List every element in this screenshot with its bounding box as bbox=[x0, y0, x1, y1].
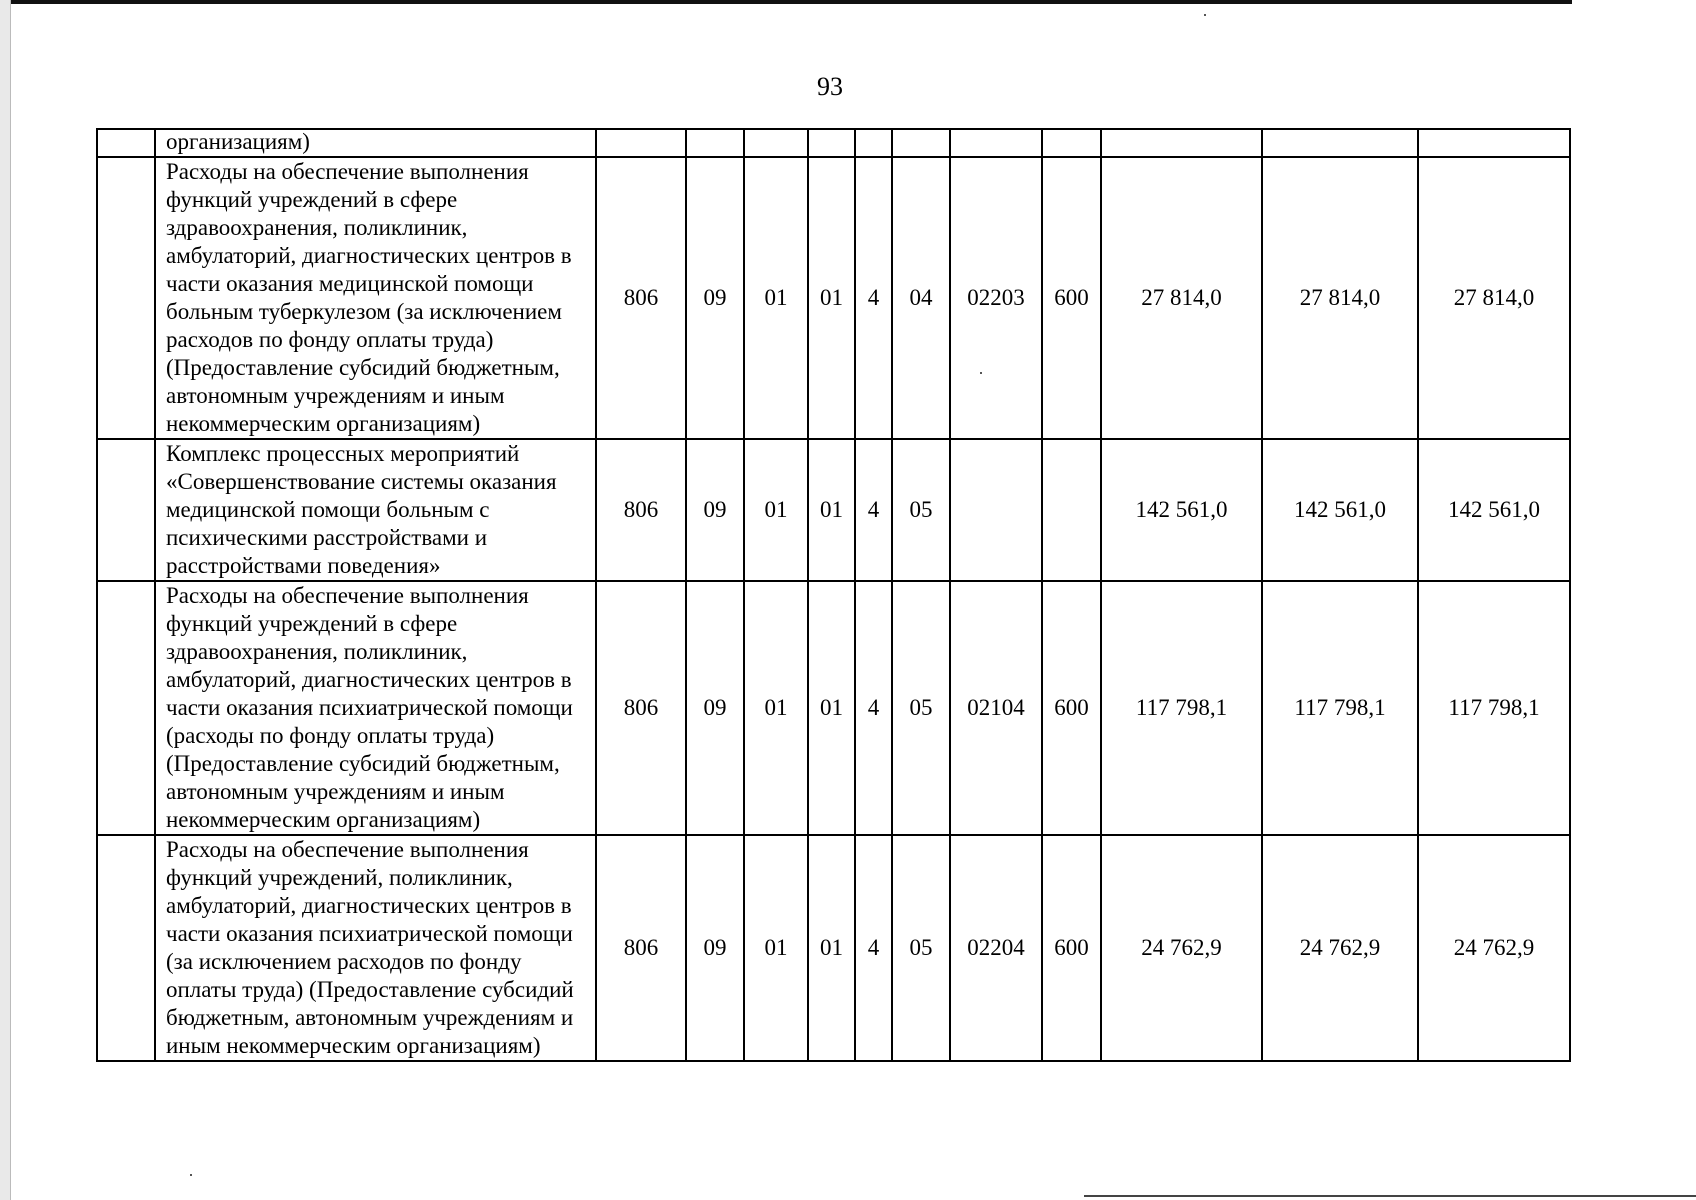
expense-type-cell: 600 bbox=[1042, 157, 1101, 439]
program-cell: 01 bbox=[808, 835, 855, 1061]
section-cell: 09 bbox=[686, 439, 744, 581]
direction-cell bbox=[950, 439, 1042, 581]
amount-year-2-cell: 117 798,1 bbox=[1262, 581, 1418, 835]
table-row bbox=[97, 129, 1570, 157]
page-number: 93 bbox=[817, 72, 843, 101]
description-cell: Расходы на обеспечение выполнения функций учреждений в сфере здравоохранения, поликлиник, амбулаторий, диагностических центров в части оказания психиатрической помощи (расходы по фонду оплаты труда) (Предоставление субсидий бюджетным, автономным учреждениям и иным некоммерческим организациям) bbox=[155, 581, 596, 835]
ministry-code-cell: 806 bbox=[596, 581, 686, 835]
description-cell: организациям) bbox=[155, 129, 596, 157]
section-cell: 09 bbox=[686, 835, 744, 1061]
amount-year-3-cell: 117 798,1 bbox=[1418, 581, 1570, 835]
table-row bbox=[97, 835, 1570, 1061]
type-cell bbox=[855, 129, 892, 157]
subprogram-cell: 05 bbox=[892, 581, 950, 835]
ministry-code-cell: 806 bbox=[596, 439, 686, 581]
program-cell: 01 bbox=[808, 581, 855, 835]
amount-year-3-cell bbox=[1418, 129, 1570, 157]
section-cell: 09 bbox=[686, 157, 744, 439]
row-number-cell bbox=[97, 835, 155, 1061]
subsection-cell: 01 bbox=[744, 581, 808, 835]
section-cell bbox=[686, 129, 744, 157]
table-row bbox=[97, 157, 1570, 439]
amount-year-2-cell: 142 561,0 bbox=[1262, 439, 1418, 581]
subprogram-cell: 04 bbox=[892, 157, 950, 439]
subprogram-cell bbox=[892, 129, 950, 157]
type-cell: 4 bbox=[855, 835, 892, 1061]
amount-year-1-cell bbox=[1101, 129, 1262, 157]
type-cell: 4 bbox=[855, 157, 892, 439]
direction-cell: 02203 bbox=[950, 157, 1042, 439]
row-number-cell bbox=[97, 581, 155, 835]
subprogram-cell: 05 bbox=[892, 439, 950, 581]
program-cell: 01 bbox=[808, 157, 855, 439]
type-cell: 4 bbox=[855, 581, 892, 835]
scan-border-bottom bbox=[1084, 1195, 1696, 1197]
amount-year-2-cell bbox=[1262, 129, 1418, 157]
amount-year-3-cell: 27 814,0 bbox=[1418, 157, 1570, 439]
expense-type-cell bbox=[1042, 129, 1101, 157]
row-number-cell bbox=[97, 439, 155, 581]
amount-year-1-cell: 24 762,9 bbox=[1101, 835, 1262, 1061]
direction-cell bbox=[950, 129, 1042, 157]
amount-year-3-cell: 24 762,9 bbox=[1418, 835, 1570, 1061]
table-row bbox=[97, 439, 1570, 581]
scan-speck bbox=[190, 1174, 192, 1176]
budget-table bbox=[96, 128, 1571, 1062]
scan-border-top bbox=[0, 0, 1572, 4]
table-row bbox=[97, 581, 1570, 835]
subsection-cell bbox=[744, 129, 808, 157]
type-cell: 4 bbox=[855, 439, 892, 581]
row-number-cell bbox=[97, 157, 155, 439]
amount-year-2-cell: 24 762,9 bbox=[1262, 835, 1418, 1061]
scan-speck bbox=[1204, 14, 1206, 16]
amount-year-3-cell: 142 561,0 bbox=[1418, 439, 1570, 581]
direction-cell: 02204 bbox=[950, 835, 1042, 1061]
scan-border-left bbox=[0, 0, 11, 1200]
subsection-cell: 01 bbox=[744, 157, 808, 439]
amount-year-2-cell: 27 814,0 bbox=[1262, 157, 1418, 439]
program-cell bbox=[808, 129, 855, 157]
description-cell: Комплекс процессных мероприятий «Совершенствование системы оказания медицинской помощи больным с психическими расстройствами и расстройствами поведения» bbox=[155, 439, 596, 581]
amount-year-1-cell: 142 561,0 bbox=[1101, 439, 1262, 581]
ministry-code-cell: 806 bbox=[596, 157, 686, 439]
ministry-code-cell: 806 bbox=[596, 835, 686, 1061]
subsection-cell: 01 bbox=[744, 835, 808, 1061]
description-cell: Расходы на обеспечение выполнения функций учреждений, поликлиник, амбулаторий, диагностических центров в части оказания психиатрической помощи (за исключением расходов по фонду оплаты труда) (Предоставление субсидий бюджетным, автономным учреждениям и иным некоммерческим организациям) bbox=[155, 835, 596, 1061]
direction-cell: 02104 bbox=[950, 581, 1042, 835]
program-cell: 01 bbox=[808, 439, 855, 581]
amount-year-1-cell: 27 814,0 bbox=[1101, 157, 1262, 439]
expense-type-cell: 600 bbox=[1042, 835, 1101, 1061]
expense-type-cell: 600 bbox=[1042, 581, 1101, 835]
subprogram-cell: 05 bbox=[892, 835, 950, 1061]
expense-type-cell bbox=[1042, 439, 1101, 581]
ministry-code-cell bbox=[596, 129, 686, 157]
subsection-cell: 01 bbox=[744, 439, 808, 581]
row-number-cell bbox=[97, 129, 155, 157]
description-cell: Расходы на обеспечение выполнения функций учреждений в сфере здравоохранения, поликлиник, амбулаторий, диагностических центров в части оказания медицинской помощи больным туберкулезом (за исключением расходов по фонду оплаты труда) (Предоставление субсидий бюджетным, автономным учреждениям и иным некоммерческим организациям) bbox=[155, 157, 596, 439]
amount-year-1-cell: 117 798,1 bbox=[1101, 581, 1262, 835]
section-cell: 09 bbox=[686, 581, 744, 835]
